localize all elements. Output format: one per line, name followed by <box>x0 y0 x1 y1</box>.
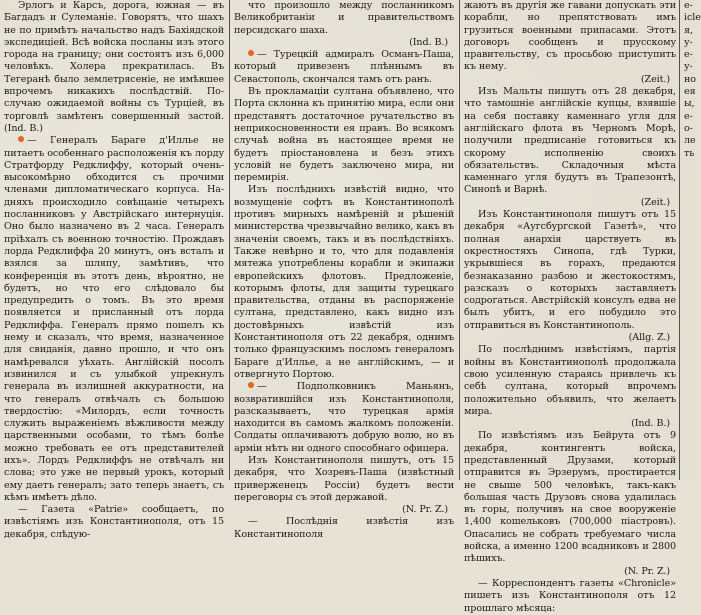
source-citation: (Ind. B.) <box>409 36 448 48</box>
column-rule <box>679 0 680 480</box>
article-paragraph: — Послѣднія извѣстія изъ Константинополя <box>234 516 454 540</box>
article-paragraph: — Генералъ Бараге д'Илльe не питаетъ особеннаго расположенія къ лорду Стратфорду Редклиффу, который очень-высокомѣрно обходится съ прочими членами дипломатическаго корпуса. На-дняхъ происходило совѣщаніе четырехъ посланниковъ у Австрійскаго интернуція. Оно было назначено въ 2 часа. Генералъ пріѣхалъ съ военною точностію. Прождавъ лорда Редклиффа 20 минутъ, онъ всталъ и взялся за шляпу, замѣтивъ, что конференція въ этотъ день, вѣроятно, не будетъ, но что его слѣдовало бы предупредить о томъ. Въ это время появляется и присланный отъ лорда Редклиффа. Генералъ прямо пошелъ къ нему и сказалъ, что время, назначенное для свиданія, давно прошло, и что онъ намѣревался уѣхать. Англійскій посолъ извинился и съ улыбкой упрекнулъ генерала въ излишней аккуратности, на что генералъ отвѣчалъ съ большою твердостію: «Милордъ, если точность служить выраженіемъ вѣжливости между царственными особами, то тѣмъ болѣе можно требовать ее отъ представителей ихъ». Лордъ Редклиффъ не отвѣчалъ ни слова; это уже не первый урокъ, который ему даетъ генералъ; зато теперь знаетъ, съ кѣмъ имѣетъ дѣло. <box>4 135 224 503</box>
source-citation: (N. Pr. Z.) <box>624 565 670 577</box>
edge-fragment: ть <box>684 147 695 159</box>
edge-fragment: но <box>684 73 696 85</box>
column-rule <box>459 0 460 480</box>
source-citation: (Ind. B.) <box>631 418 670 430</box>
edge-fragment: ея <box>684 86 696 98</box>
article-paragraph: что произошло между посланникомъ Великобританіи и правительствомъ персидскаго шаха. <box>234 0 454 36</box>
edge-fragment: е- <box>684 49 693 61</box>
edge-fragment: у- <box>684 36 693 48</box>
article-paragraph: жаютъ въ другія же гавани допускать эти корабли, но препятствовать имъ грузиться военными припасами. Этотъ договоръ сообщенъ и прусскому правительству, съ просьбою приступить къ нему. <box>464 0 676 73</box>
source-citation: (N. Pr. Z.) <box>402 504 448 516</box>
source-citation: (Zeit.) <box>640 73 670 85</box>
edge-fragment: у- <box>684 61 693 73</box>
column-1 <box>4 0 224 540</box>
article-paragraph: Изъ Константинополя пишутъ, отъ 15 декабря, что Хозревъ-Паша (извѣстный приверженецъ Россіи) будетъ вести переговоры съ этой державой. <box>234 454 454 503</box>
edge-fragment: icle <box>684 12 701 24</box>
edge-fragment: о- <box>684 122 693 134</box>
article-paragraph: Изъ Мальты пишутъ отъ 28 декабря, что тамошніе англійскіе купцы, взявшіе на себя поставку каменнаго угля для англійскаго флота въ Черномъ Морѣ, получили предписаніе готовиться къ скорому исполненію своихъ обязательствъ. Складочныя мѣста каменнаго угля будутъ въ Трапезонтѣ, Синопѣ и Варнѣ. <box>464 86 676 196</box>
article-paragraph: По послѣднимъ извѣстіямъ, партія войны въ Константинополѣ продолжала свою усиленную стараясь привлечь къ себѣ султана, который впрочемъ положительно объявилъ, что желаетъ мира. <box>464 344 676 417</box>
edge-fragment: ле <box>684 135 696 147</box>
article-paragraph: — Газета «Patrie» сообщаетъ, по извѣстіямъ изъ Константинополя, отъ 15 декабря, слѣдую- <box>4 504 224 540</box>
article-paragraph: Изъ Константинополя пишутъ отъ 15 декабря «Аугсбургской Газетѣ», что полная анархія царствуетъ въ окрестностяхъ Синопа, гдѣ Турки, укрывшіеся въ горахъ, предаются безнаказанно разбою и жестокостямъ, разсказъ о которыхъ заставляетъ содрогаться. Австрійскій консулъ едва не былъ убитъ, и его побудило это отправиться въ Константинополь. <box>464 209 676 331</box>
source-citation: (Allg. Z.) <box>628 332 670 344</box>
edge-fragment: е- <box>684 110 693 122</box>
source-citation: (Ind. B.) <box>4 122 43 134</box>
article-paragraph: Изъ послѣднихъ извѣстій видно, что возмущеніе софтъ въ Константинополѣ противъ мирныхъ намѣреній и рѣшеній министерства чрезвычайно велико, какъ въ значеніи своемъ, такъ и въ послѣдствіяхъ. Также невѣрно и то, что для подавленія мятежа употреблены корабли и экипажи европейскихъ флотовъ. Предложеніе, которымъ флоты, для защиты турецкаго правительства, отданы въ распоряженіе султана, представлено, какъ видно изъ достовѣрныхъ извѣстій изъ Константинополя отъ 22 декабря, однимъ только французскимъ посломъ генераломъ Бараге д'Илльe, а не англійскимъ, — и отвергнуто Портою. <box>234 184 454 380</box>
edge-fragment: я, <box>684 24 693 36</box>
highlight-marker-icon <box>18 136 24 142</box>
highlight-marker-icon <box>248 50 254 56</box>
column-rule <box>229 0 230 480</box>
article-paragraph: Эрлогъ и Карсъ, дорога, южная — въ Багдадъ и Сулеманіе. Говорятъ, что шахъ не по примѣтъ начальство надъ Бахіядской экспедиціей. Всѣ войска посланы изъ этого города на границу; они состоятъ изъ 6,000 человѣкъ. Холера прекратилась. Въ Тегеранѣ было землетрясеніе, не имѣвшее впрочемъ никакихъ послѣдствій. По-случаю ожидаемой войны съ Турціей, въ торговлѣ замѣтенъ совершенный застой. (Ind. B.) <box>4 0 224 134</box>
column-4-edge <box>684 0 700 480</box>
article-paragraph: — Подполковникъ Маньянъ, возвратившійся изъ Константинополя, разсказываетъ, что турецкая армія находится въ самомъ жалкомъ положеніи. Солдаты оплачиваютъ добрую волю, но въ арміи нѣтъ ни одного способнаго офицера. <box>234 381 454 454</box>
source-citation: (Zeit.) <box>640 196 670 208</box>
column-3 <box>464 0 676 614</box>
article-paragraph: — Турецкій адмиралъ Османъ-Паша, который привезенъ плѣннымъ въ Севастополь, скончался тамъ отъ ранъ. <box>234 49 454 85</box>
edge-fragment: ы, <box>684 98 695 110</box>
article-paragraph: — Корреспондентъ газеты «Chronicle» пишетъ изъ Константинополя отъ 12 прошлаго мѣсяца: <box>464 577 676 614</box>
article-paragraph: Въ прокламаціи султана объявлено, что Порта склонна къ принятію мира, если они представятъ достаточное ручательство въ неприкосновенности ея правъ. Во всякомъ случаѣ война въ настоящее время не будетъ пріостановлена и безъ этихъ условій не будетъ заключено мира, ни перемирія. <box>234 86 454 184</box>
column-2 <box>234 0 454 540</box>
edge-fragment: e- <box>684 0 693 11</box>
article-paragraph: По извѣстіямъ изъ Бейрута отъ 9 декабря, контингентъ войска, представленный Друзами, который отправится въ Эрзерумъ, простирается не свыше 500 человѣкъ, такъ-какъ большая часть Друзовъ снова удалилась въ горы, получивъ на свое вооруженіе 1,400 кошельковъ (700,000 піастровъ). Опасались не собрать требуемаго числа войска, а именно 1200 всадниковъ и 2800 пѣшихъ. <box>464 430 676 565</box>
highlight-marker-icon <box>248 382 254 388</box>
